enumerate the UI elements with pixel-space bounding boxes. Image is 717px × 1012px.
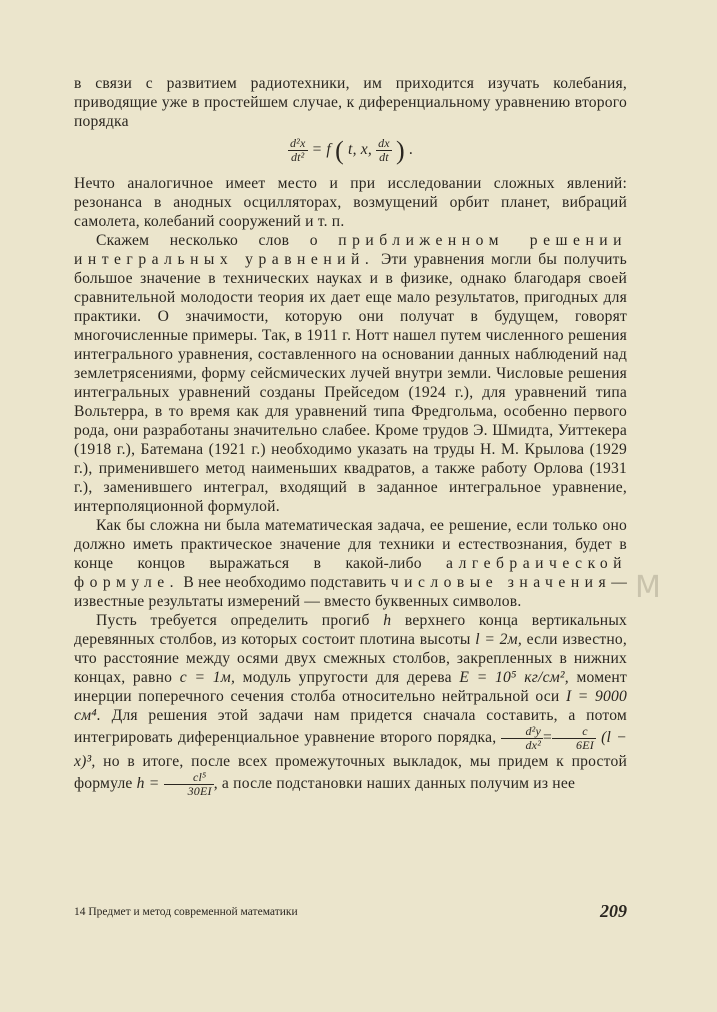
paragraph-1: в связи с развитием радиотехники, им приходится изучать колебания, приводящие уже в простейшем случае, к диференциальному уравнению второго порядка bbox=[74, 75, 627, 130]
formula-1-rhs: $\frac{dx}{dt}$ bbox=[378, 136, 390, 164]
paragraph-5: Пусть требуется определить прогиб h верхнего конца вертикальных деревянных столбов, из которых состоит плотина высоты l = 2м, если известно, что расстояние между осями двух смежных столбов, закрепленных в нижних концах, равно c = 1м, модуль упругости для дерева E = 10⁵ кг/см², момент инерции поперечного сечения столба относительно нейтральной оси I = 9000 см⁴. Для решения этой задачи нам придется сначала составить, а потом интегрировать диференциальное уравнение второго порядка, $\frac{\text{d²y}}{\text{dx²}}$ = $\frac{c}{6EI}$ (l − x)³, но в итоге, после всех промежуточных выкладок, мы придем к простой формуле h = $\frac{\text{cl⁵}}{30EI}$ , а после подстановки наших данных получим из нее bbox=[74, 612, 628, 798]
formula-2-coef: $\frac{c}{6EI}$ bbox=[552, 725, 596, 752]
formula-2-lhs: $\frac{\text{d²y}}{\text{dx²}}$ bbox=[501, 725, 543, 752]
margin-pencil-mark: M bbox=[635, 570, 661, 605]
paragraph-2: Нечто аналогичное имеет место и при исследовании сложных явлений: резонанса в анодных осцилляторах, возмущений орбит планет, вибраций самолета, колебаний сооружений и т. п. bbox=[74, 175, 627, 230]
page-footer bbox=[74, 901, 627, 921]
formula-1: $\frac{\text{d²x}}{\text{dt²}}$ = f ( t, x, $\frac{dx}{dt}$ ) . bbox=[289, 136, 414, 165]
page-number: 209 bbox=[600, 901, 627, 921]
body-text bbox=[74, 74, 627, 798]
signature-mark: 14 Предмет и метод современной математики bbox=[74, 906, 298, 918]
formula-3: $\frac{\text{cl⁵}}{30EI}$ bbox=[164, 771, 214, 798]
formula-1-lhs: $\frac{\text{d²x}}{\text{dt²}}$ bbox=[289, 136, 306, 164]
paragraph-4: Как бы сложна ни была математическая задача, ее решение, если только оно должно иметь практическое значение для техники и естествознания, будет в конце концов выражаться в какой-либо алгебраической формуле. В нее необходимо подставить числовые значения— известные результаты измерений — вместо буквенных символов. bbox=[74, 517, 627, 610]
paragraph-3: Скажем несколько слов о приближенном решении интегральных уравнений. Эти уравнения могли бы получить большое значение в технических науках и в физике, однако благодаря своей сравнительной молодости теория их дает еще мало результатов, пригодных для практики. О значимости, которую они получат в будущем, говорят многочисленные примеры. Так, в 1911 г. Нотт нашел путем численного решения интегрального уравнения, составленного на основании данных наблюдений над землетрясениями, форму сейсмических лучей внутри земли. Числовые решения интегральных уравнений созданы Прейседом (1924 г.), для уравнений типа Вольтерра, в то время как для уравнений типа Фредгольма, особенно первого рода, они разработаны значительно слабее. Кроме трудов Э. Шмидта, Уиттекера (1918 г.), Батемана (1921 г.) необходимо указать на труды Н. М. Крылова (1929 г.), применившего метод наименьших квадратов, а также работу Орлова (1931 г.), заменившего интеграл, входящий в заданное интегральное уравнение, интерполяционной формулой. bbox=[74, 232, 627, 515]
